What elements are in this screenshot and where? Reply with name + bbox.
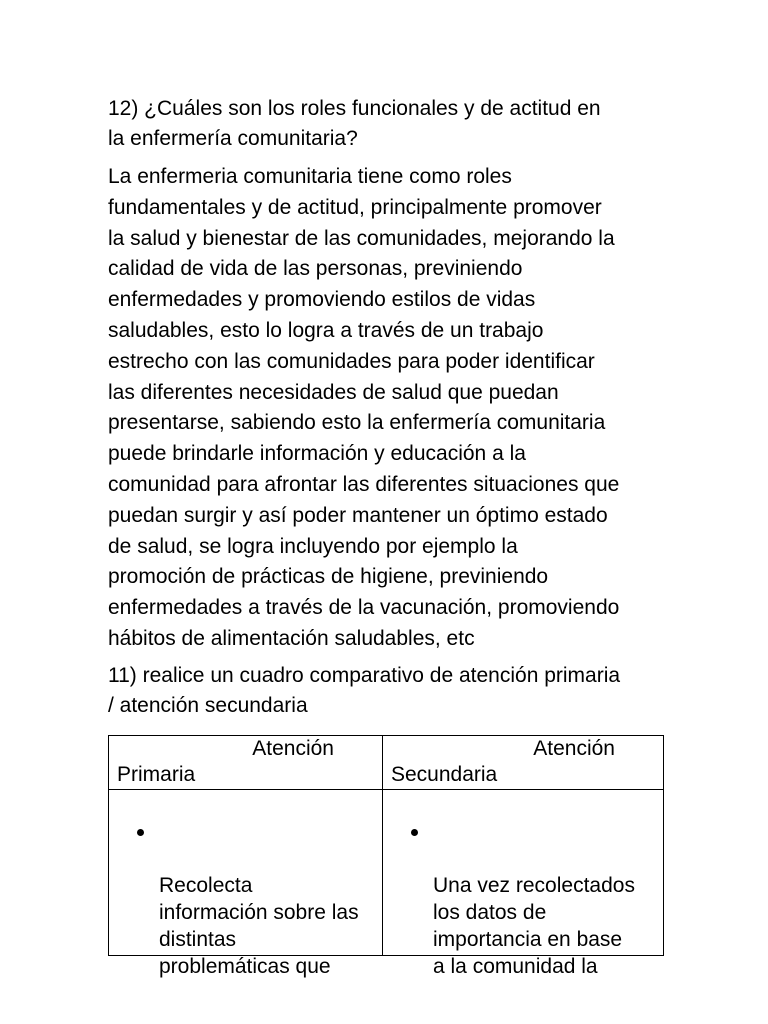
body-cell-secundaria bbox=[383, 789, 664, 978]
list-item bbox=[433, 818, 663, 982]
bullet-icon bbox=[411, 829, 418, 836]
document-page bbox=[108, 94, 668, 978]
table-row bbox=[109, 789, 664, 955]
header-primaria-top: Atención bbox=[252, 736, 334, 760]
header-primaria-bottom: Primaria bbox=[117, 762, 196, 786]
header-secundaria-bottom: Secundaria bbox=[391, 762, 498, 786]
comparison-table bbox=[108, 735, 664, 978]
header-cell-secundaria bbox=[383, 735, 664, 789]
question-11: 11) realice un cuadro comparativo de atención primaria / atención secundaria bbox=[108, 663, 621, 717]
question-12: 12) ¿Cuáles son los roles funcionales y de actitud en la enfermería comunitaria? bbox=[108, 97, 601, 150]
bullet-list-secundaria bbox=[383, 818, 663, 982]
answer-12-paragraph: La enfermeria comunitaria tiene como roles fundamentales y de actitud, principalmente promover la salud y bienestar de las comunidades, mejorando la calidad de vida de las personas, previniendo enfermedades y promoviendo estilos de vidas saludables, esto lo logra a través de un trabajo estrecho con las comunidades para poder identificar las diferentes necesidades de salud que puedan presentarse, sabiendo esto la enfermería comunitaria puede brindarle información y educación a la comunidad para afrontar las diferentes situaciones que puedan surgir y así poder mantener un óptimo estado de salud, se logra incluyendo por ejemplo la promoción de prácticas de higiene, previniendo enfermedades a través de la vacunación, promoviendo hábitos de alimentación saludables, etc bbox=[108, 165, 620, 650]
table-header-row bbox=[109, 735, 664, 789]
bullet-list-primaria bbox=[109, 818, 382, 982]
bullet-icon bbox=[137, 829, 144, 836]
body-cell-primaria bbox=[109, 789, 383, 978]
bullet-text-primaria: Recolecta información sobre las distintas problemáticas que bbox=[159, 873, 359, 978]
bullet-text-secundaria: Una vez recolectados los datos de importancia en base a la comunidad la bbox=[433, 873, 635, 978]
header-secundaria-top: Atención bbox=[533, 736, 615, 760]
header-cell-primaria bbox=[109, 735, 383, 789]
list-item bbox=[159, 818, 382, 982]
